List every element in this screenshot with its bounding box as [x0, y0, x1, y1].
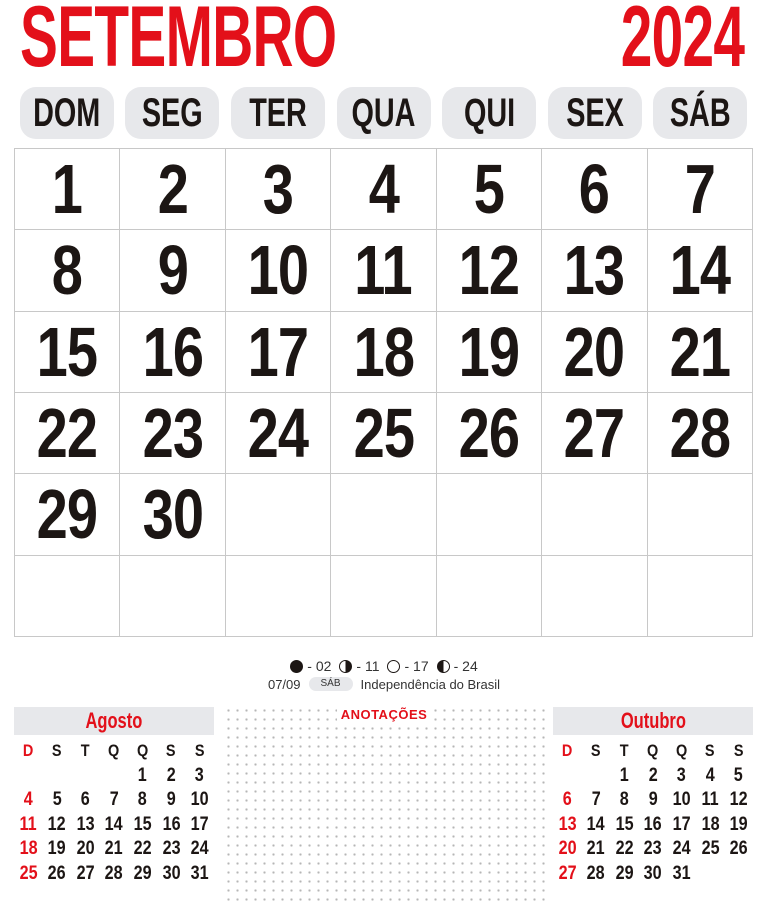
notes-title-text: ANOTAÇÕES: [337, 707, 432, 722]
day-number: 22: [36, 394, 98, 473]
mini-calendar-title: [14, 707, 214, 735]
mini-day-number: 13: [558, 813, 577, 835]
full-moon-icon: [290, 660, 303, 673]
mini-day-number: 25: [701, 838, 720, 860]
mini-day-cell: [128, 837, 157, 862]
day-cell: [120, 393, 225, 474]
day-number: 12: [458, 231, 520, 310]
mini-weekday-label: [667, 739, 696, 764]
mini-day-cell: [582, 788, 611, 813]
mini-day-cell: [553, 788, 582, 813]
mini-weekday-text: Q: [136, 741, 149, 761]
day-cell: [120, 474, 225, 555]
day-number: 3: [262, 150, 294, 229]
weekday-label: [337, 87, 431, 139]
mini-day-number: 30: [644, 862, 662, 884]
day-cell: [648, 312, 753, 393]
mini-day-cell: [582, 837, 611, 862]
day-number: 14: [669, 231, 731, 310]
mini-day-cell: [157, 813, 186, 838]
day-cell: [542, 474, 647, 555]
mini-weekday-text: S: [52, 741, 62, 761]
mini-day-number: 24: [190, 838, 209, 860]
mini-day-cell: [157, 862, 186, 887]
notes-title: [222, 707, 546, 722]
day-number: 11: [354, 231, 413, 310]
mini-day-number: 18: [19, 838, 38, 860]
day-cell: [226, 393, 331, 474]
calendar-header: [0, 0, 768, 85]
mini-weekday-label: [14, 739, 43, 764]
mini-day-number: 19: [47, 838, 66, 860]
mini-day-cell: [100, 764, 129, 789]
mini-day-cell: [100, 813, 129, 838]
mini-day-cell: [71, 788, 100, 813]
mini-day-cell: [157, 764, 186, 789]
mini-day-number: 23: [644, 838, 662, 860]
mini-day-number: 13: [76, 813, 95, 835]
mini-day-number: 12: [729, 789, 748, 811]
day-number: 6: [579, 150, 610, 229]
mini-weekday-label: [71, 739, 100, 764]
mini-day-cell: [667, 788, 696, 813]
mini-weekday-text: D: [562, 741, 573, 761]
month-day-grid: [14, 148, 753, 637]
moon-phase-full: [290, 658, 331, 674]
mini-day-cell: [14, 862, 43, 887]
mini-day-cell: [100, 788, 129, 813]
mini-day-number: 21: [586, 838, 605, 860]
mini-day-number: 11: [701, 789, 719, 811]
day-cell: [226, 230, 331, 311]
day-number: 10: [247, 231, 309, 310]
mini-day-cell: [185, 837, 214, 862]
day-number: 7: [684, 150, 715, 229]
mini-day-cell: [610, 813, 639, 838]
weekday-label-text: SEG: [141, 90, 203, 135]
mini-day-cell: [71, 764, 100, 789]
mini-day-number: 6: [562, 789, 572, 811]
day-cell: [437, 556, 542, 637]
mini-day-number: 10: [672, 789, 691, 811]
day-number: 16: [142, 312, 203, 391]
mini-day-number: 2: [648, 764, 658, 786]
prev-month-title: Agosto: [85, 708, 143, 733]
mini-weekday-label: [582, 739, 611, 764]
mini-day-cell: [128, 862, 157, 887]
mini-day-cell: [639, 837, 668, 862]
mini-weekday-text: S: [733, 741, 744, 761]
day-cell: [437, 474, 542, 555]
mini-day-cell: [43, 788, 72, 813]
mini-day-number: 17: [672, 813, 691, 835]
mini-day-cell: [667, 813, 696, 838]
mini-day-number: 14: [586, 813, 605, 835]
day-cell: [226, 474, 331, 555]
new-moon-icon: [387, 660, 400, 673]
day-cell: [226, 312, 331, 393]
mini-day-cell: [128, 788, 157, 813]
day-cell: [15, 149, 120, 230]
mini-day-number: 4: [23, 789, 33, 811]
notes-area[interactable]: [222, 704, 546, 905]
mini-day-cell: [724, 788, 753, 813]
mini-weekday-label: [610, 739, 639, 764]
mini-day-number: 29: [615, 862, 634, 884]
holiday-date: 07/09: [267, 676, 301, 692]
mini-day-number: 16: [644, 813, 662, 835]
day-number: 9: [157, 231, 188, 310]
day-number: 18: [353, 312, 414, 391]
day-number: 25: [353, 394, 414, 473]
day-cell: [542, 312, 647, 393]
mini-day-number: 15: [133, 813, 152, 835]
day-number: 28: [669, 394, 731, 473]
mini-day-number: 3: [195, 764, 205, 786]
day-number: 26: [458, 394, 520, 473]
mini-day-cell: [43, 862, 72, 887]
mini-day-cell: [185, 862, 214, 887]
mini-day-cell: [43, 764, 72, 789]
day-cell: [120, 230, 225, 311]
day-cell: [648, 393, 753, 474]
mini-day-number: 22: [615, 838, 634, 860]
mini-day-number: 31: [672, 862, 691, 884]
day-cell: [648, 149, 753, 230]
mini-day-cell: [610, 764, 639, 789]
mini-day-number: 5: [52, 789, 62, 811]
day-cell: [542, 393, 647, 474]
weekday-header-row: [14, 87, 753, 139]
moon-phase-new: [387, 658, 428, 674]
mini-day-cell: [14, 788, 43, 813]
day-number: 17: [247, 312, 309, 391]
day-cell: [437, 393, 542, 474]
mini-day-number: 25: [19, 862, 38, 884]
day-cell: [437, 312, 542, 393]
mini-day-cell: [696, 788, 725, 813]
day-number: 13: [563, 231, 625, 310]
mini-day-cell: [157, 788, 186, 813]
day-cell: [331, 230, 436, 311]
day-number: 30: [142, 475, 203, 554]
mini-day-cell: [724, 837, 753, 862]
mini-weekday-label: [553, 739, 582, 764]
weekday-label: [442, 87, 536, 139]
mini-day-cell: [639, 764, 668, 789]
mini-day-cell: [553, 813, 582, 838]
holiday-name: Independência do Brasil: [360, 676, 501, 692]
mini-day-cell: [553, 764, 582, 789]
mini-weekday-text: S: [591, 741, 601, 761]
mini-day-cell: [667, 764, 696, 789]
day-number: 19: [458, 312, 520, 391]
mini-day-cell: [610, 788, 639, 813]
mini-day-number: 23: [162, 838, 181, 860]
mini-weekday-text: Q: [647, 741, 659, 761]
mini-day-cell: [696, 764, 725, 789]
mini-weekday-text: T: [80, 741, 90, 761]
mini-day-cell: [71, 813, 100, 838]
weekday-label-text: SÁB: [669, 90, 731, 135]
mini-day-cell: [667, 862, 696, 887]
next-month-mini-calendar: [553, 707, 753, 886]
mini-day-cell: [71, 862, 100, 887]
mini-day-cell: [43, 813, 72, 838]
day-cell: [226, 556, 331, 637]
weekday-label: [125, 87, 219, 139]
mini-calendar-title: [553, 707, 753, 735]
day-number: 8: [52, 231, 83, 310]
mini-day-cell: [724, 813, 753, 838]
mini-day-number: 20: [558, 838, 577, 860]
mini-day-number: 18: [701, 813, 720, 835]
day-number: 21: [669, 312, 731, 391]
mini-day-number: 10: [190, 789, 209, 811]
mini-day-number: 16: [162, 813, 181, 835]
day-number: 2: [157, 150, 188, 229]
mini-day-number: 28: [586, 862, 605, 884]
day-cell: [542, 556, 647, 637]
holiday-entry: [0, 675, 768, 693]
mini-day-cell: [185, 813, 214, 838]
mini-day-number: 15: [615, 813, 634, 835]
mini-day-cell: [128, 764, 157, 789]
year-title: 2024: [620, 0, 744, 85]
mini-day-number: 28: [105, 862, 123, 884]
moon-phase-label: - 17: [404, 658, 429, 674]
mini-weekday-text: S: [705, 741, 715, 761]
mini-day-number: 17: [190, 813, 209, 835]
month-title: SETEMBRO: [20, 0, 337, 85]
weekday-label: [548, 87, 642, 139]
mini-day-cell: [100, 862, 129, 887]
mini-day-cell: [667, 837, 696, 862]
mini-day-number: 22: [133, 838, 152, 860]
day-cell: [331, 556, 436, 637]
day-cell: [542, 230, 647, 311]
weekday-label: [20, 87, 114, 139]
mini-day-cell: [724, 764, 753, 789]
day-number: 24: [247, 394, 309, 473]
mini-day-number: 31: [190, 862, 209, 884]
day-number: 23: [142, 394, 203, 473]
mini-day-cell: [639, 862, 668, 887]
weekday-label-text: SEX: [565, 90, 624, 135]
next-month-title: Outubro: [620, 708, 686, 733]
prev-month-day-grid: [14, 739, 214, 886]
mini-day-number: 30: [162, 862, 181, 884]
day-cell: [648, 230, 753, 311]
mini-weekday-label: [43, 739, 72, 764]
mini-weekday-text: D: [23, 741, 34, 761]
mini-day-number: 27: [558, 862, 577, 884]
mini-day-number: 26: [47, 862, 66, 884]
weekday-label: [231, 87, 325, 139]
mini-day-cell: [639, 788, 668, 813]
mini-day-number: 5: [734, 764, 744, 786]
mini-day-cell: [128, 813, 157, 838]
mini-day-cell: [553, 862, 582, 887]
mini-weekday-label: [157, 739, 186, 764]
mini-weekday-label: [185, 739, 214, 764]
mini-day-number: 1: [138, 764, 148, 786]
mini-day-number: 21: [105, 838, 123, 860]
mini-day-cell: [610, 837, 639, 862]
moon-phase-last-quarter: [437, 658, 478, 674]
day-cell: [120, 312, 225, 393]
mini-weekday-text: S: [194, 741, 205, 761]
mini-day-cell: [14, 764, 43, 789]
day-cell: [331, 149, 436, 230]
mini-weekday-text: S: [166, 741, 176, 761]
moon-phases: [0, 656, 768, 676]
mini-weekday-text: T: [619, 741, 629, 761]
day-number: 15: [36, 312, 98, 391]
mini-weekday-label: [696, 739, 725, 764]
day-cell: [120, 556, 225, 637]
mini-day-number: 6: [80, 789, 90, 811]
mini-day-cell: [582, 764, 611, 789]
holiday-weekday: SÁB: [309, 677, 353, 691]
mini-day-cell: [185, 788, 214, 813]
mini-day-number: 19: [729, 813, 748, 835]
mini-day-cell: [71, 837, 100, 862]
mini-weekday-text: Q: [675, 741, 688, 761]
mini-day-number: 8: [138, 789, 148, 811]
mini-day-number: 29: [133, 862, 152, 884]
mini-day-number: 26: [729, 838, 748, 860]
day-number: 20: [563, 312, 625, 391]
day-cell: [331, 393, 436, 474]
moon-phase-label: - 11: [356, 658, 380, 674]
mini-weekday-label: [128, 739, 157, 764]
weekday-label-text: QUA: [351, 90, 416, 135]
mini-day-number: 9: [166, 789, 176, 811]
day-number: 4: [368, 150, 399, 229]
day-cell: [437, 149, 542, 230]
day-cell: [15, 312, 120, 393]
mini-day-number: 11: [19, 813, 37, 835]
day-cell: [331, 312, 436, 393]
day-number: 5: [473, 150, 505, 229]
mini-day-cell: [185, 764, 214, 789]
mini-day-cell: [100, 837, 129, 862]
first-quarter-moon-icon: [339, 660, 352, 673]
mini-day-number: 2: [166, 764, 176, 786]
mini-day-number: 24: [672, 838, 691, 860]
next-month-day-grid: [553, 739, 753, 886]
weekday-label-text: TER: [249, 90, 307, 135]
day-cell: [437, 230, 542, 311]
mini-weekday-text: Q: [108, 741, 120, 761]
mini-day-number: 4: [705, 764, 715, 786]
moon-phase-label: - 24: [453, 658, 478, 674]
weekday-label-text: QUI: [463, 90, 515, 135]
moon-phase-label: - 02: [307, 658, 332, 674]
day-cell: [542, 149, 647, 230]
day-cell: [15, 393, 120, 474]
mini-day-cell: [610, 862, 639, 887]
mini-day-cell: [696, 837, 725, 862]
day-cell: [331, 474, 436, 555]
day-number: 1: [52, 150, 83, 229]
mini-day-number: 20: [76, 838, 95, 860]
day-number: 27: [563, 394, 625, 473]
mini-day-cell: [157, 837, 186, 862]
mini-day-number: 12: [47, 813, 66, 835]
day-cell: [648, 556, 753, 637]
day-cell: [226, 149, 331, 230]
mini-day-number: 8: [619, 789, 629, 811]
day-cell: [120, 149, 225, 230]
weekday-label-text: DOM: [33, 90, 101, 135]
weekday-label: [653, 87, 747, 139]
last-quarter-moon-icon: [437, 660, 450, 673]
mini-day-cell: [696, 813, 725, 838]
moon-phase-first-quarter: [339, 658, 379, 674]
prev-month-mini-calendar: [14, 707, 214, 886]
mini-day-number: 14: [105, 813, 123, 835]
day-cell: [648, 474, 753, 555]
mini-day-number: 3: [677, 764, 687, 786]
mini-day-number: 7: [109, 789, 119, 811]
mini-day-number: 7: [591, 789, 601, 811]
mini-day-cell: [639, 813, 668, 838]
mini-day-number: 9: [648, 789, 658, 811]
mini-day-cell: [582, 813, 611, 838]
mini-day-cell: [553, 837, 582, 862]
day-cell: [15, 556, 120, 637]
mini-weekday-label: [724, 739, 753, 764]
mini-day-cell: [582, 862, 611, 887]
day-cell: [15, 230, 120, 311]
mini-day-cell: [14, 813, 43, 838]
day-number: 29: [36, 475, 98, 554]
mini-day-cell: [14, 837, 43, 862]
mini-day-number: 1: [619, 764, 629, 786]
mini-weekday-label: [100, 739, 129, 764]
mini-day-number: 27: [76, 862, 95, 884]
mini-day-cell: [43, 837, 72, 862]
day-cell: [15, 474, 120, 555]
mini-weekday-label: [639, 739, 668, 764]
